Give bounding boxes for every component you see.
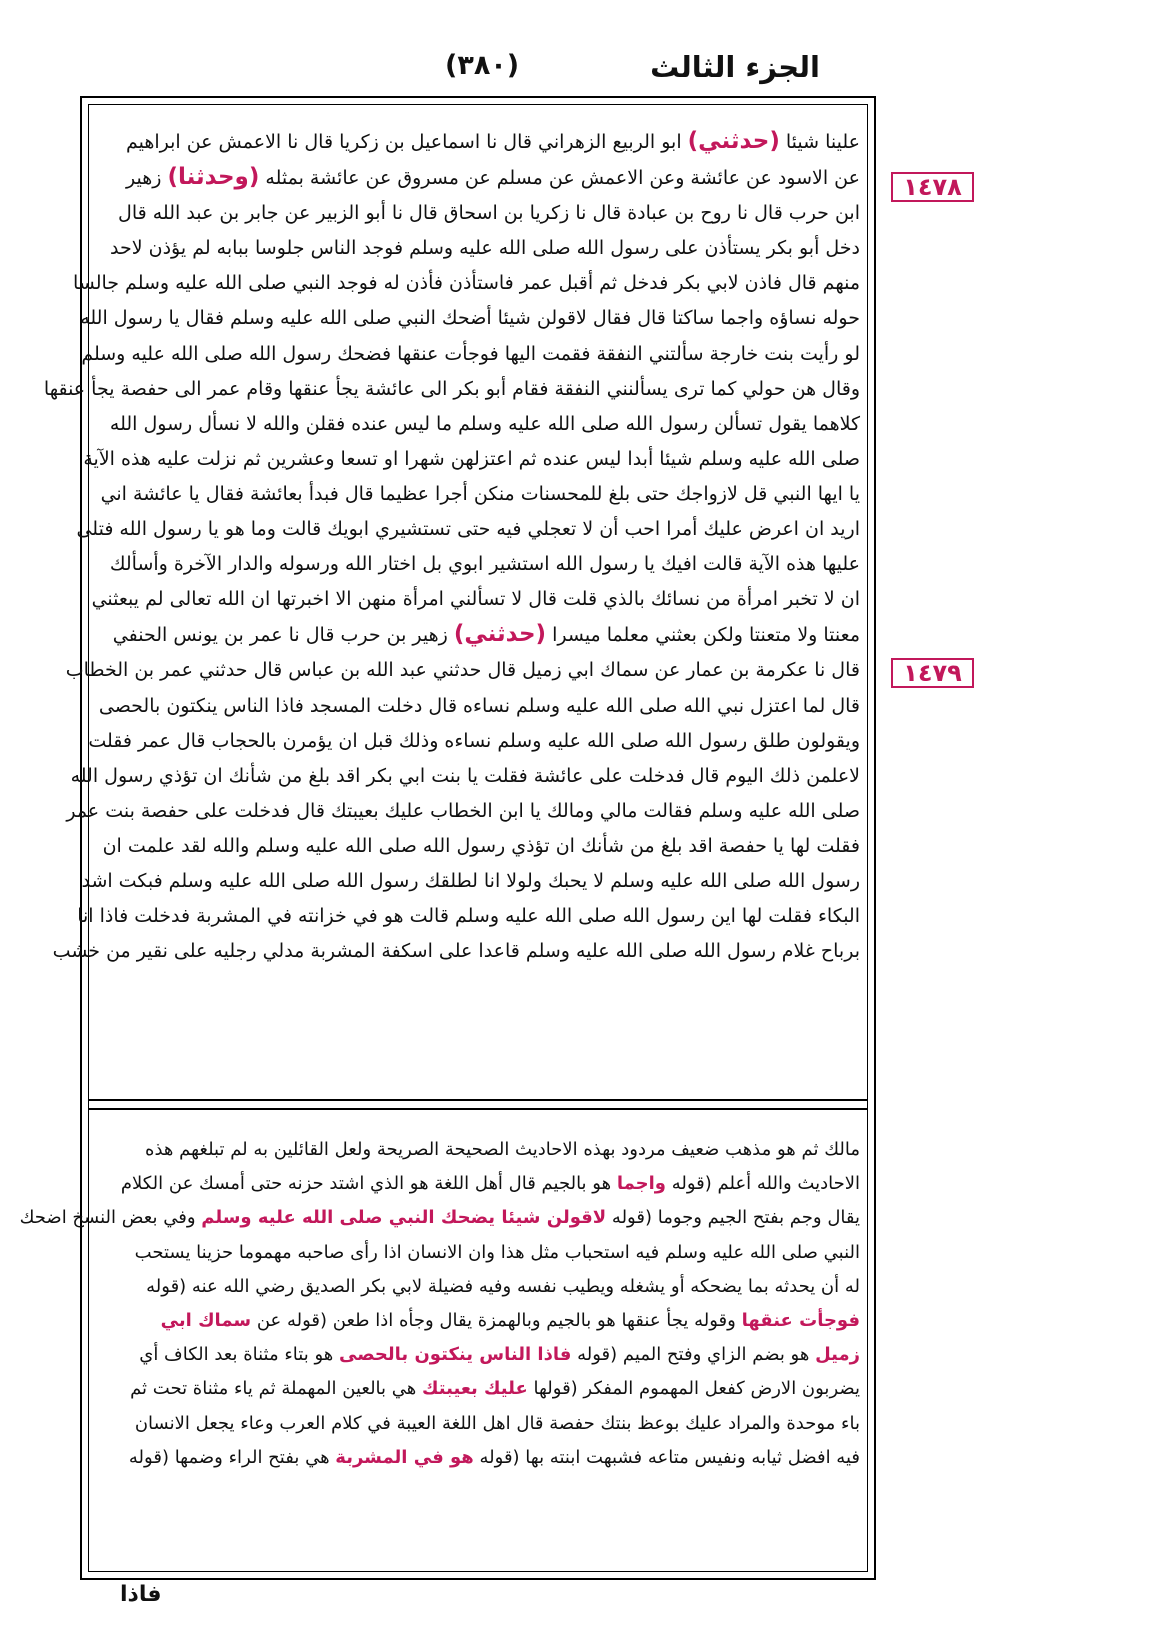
commentary-line: زميل هو بضم الزاي وفتح الميم (قوله فاذا الناس ينكتون بالحصى هو بتاء مثناة بعد الكاف أي	[139, 1344, 860, 1366]
text-line: دخل أبو بكر يستأذن على رسول الله صلى الله عليه وسلم فوجد الناس جلوسا ببابه لم يؤذن لاحد	[110, 237, 860, 260]
text-line: علينا شيئا (حدثني) ابو الربيع الزهراني قال نا اسماعيل بن زكريا قال نا الاعمش عن ابراهيم	[125, 128, 860, 154]
commentary-line: الاحاديث والله أعلم (قوله واجما هو بالجيم قال أهل اللغة هو الذي اشتد حزنه حتى أمسك عن الكلام	[120, 1173, 860, 1195]
text-line: لو رأيت بنت خارجة سألتني النفقة فقمت اليها فوجأت عنقها فضحك رسول الله صلى الله عليه وسلم	[81, 342, 860, 365]
narration-marker: (وحدثنا)	[167, 164, 260, 191]
section-separator-top	[88, 1099, 868, 1101]
text-line: صلى الله عليه وسلم فقالت مالي ومالك يا ابن الخطاب عليك بعيبتك قال فدخلت على حفصة بنت عمر	[66, 799, 860, 822]
catchword: فاذا	[120, 1582, 162, 1607]
text-line: لاعلمن ذلك اليوم قال فدخلت على عائشة فقلت يا بنت ابي بكر اقد بلغ من شأنك ان تؤذي رسول الله	[70, 764, 860, 787]
narration-marker: (حدثني)	[453, 621, 547, 648]
hadith-number-1479: ١٤٧٩	[891, 658, 974, 688]
commentary-line: فيه افضل ثيابه ونفيس متاعه فشبهت ابنته بها (قوله هو في المشربة هي بفتح الراء وضمها (قوله	[128, 1446, 860, 1468]
commentary-section	[19, 1133, 860, 1559]
commentary-line: له أن يحدثه بما يضحكه أو يشغله ويطيب نفسه وفيه فضيلة لابي بكر الصديق رضي الله عنه (قوله	[146, 1275, 860, 1297]
text-line: وقال هن حولي كما ترى يسألنني النفقة فقام أبو بكر الى عائشة يجأ عنقها وقام عمر الى حفصة يجأ عنقها	[43, 377, 860, 400]
text-line: برباح غلام رسول الله صلى الله عليه وسلم قاعدا على اسكفة المشربة مدلي رجليه على نقير من خشب	[52, 940, 860, 963]
narration-marker: (حدثني)	[687, 128, 780, 154]
text-line: عن الاسود عن عائشة وعن الاعمش عن مسلم عن مسروق عن عائشة بمثله (وحدثنا) زهير	[126, 164, 860, 191]
hadith-number-1478: ١٤٧٨	[891, 172, 974, 202]
text-line: منهم قال فاذن لابي بكر فدخل ثم أقبل عمر فاستأذن فأذن له فوجد النبي صلى الله عليه وسلم جالسا	[72, 272, 860, 295]
text-line: حوله نساؤه واجما ساكتا قال فقال لاقولن شيئا أضحك النبي صلى الله عليه وسلم فقال يا رسول الله	[80, 307, 860, 330]
text-line: ان لا تخبر امرأة من نسائك بالذي قلت قال لا تسألني امرأة منهن الا اخبرتها ان الله تعالى لم يبعثني	[91, 588, 860, 611]
hadith-text-section	[43, 124, 860, 1092]
text-line: البكاء فقلت لها اين رسول الله صلى الله عليه وسلم قالت هو في خزانته في المشربة فدخلت فاذا انا	[77, 905, 860, 928]
volume-title: الجزء الثالث	[650, 50, 820, 84]
commentary-line: يضربون الارض كفعل المهموم المفكر (قولها عليك بعيبتك هي بالعين المهملة ثم ياء مثناة تحت ثم	[130, 1378, 860, 1400]
page-number: (٣٨٠)	[445, 50, 520, 81]
text-line: ويقولون طلق رسول الله صلى الله عليه وسلم نساءه وذلك قبل ان يؤمرن بالحجاب قال عمر فقلت	[88, 729, 860, 752]
text-line: فقلت لها يا حفصة اقد بلغ من شأنك ان تؤذي رسول الله صلى الله عليه وسلم والله لقد علمت ان	[102, 834, 860, 857]
commentary-line: يقال وجم بفتح الجيم وجوما (قوله لاقولن شيئا يضحك النبي صلى الله عليه وسلم وفي بعض النسخ اضحك	[19, 1207, 860, 1229]
section-separator-bottom	[88, 1108, 868, 1110]
text-line: رسول الله صلى الله عليه وسلم لا يحبك ولولا انا لطلقك رسول الله صلى الله عليه وسلم فبكت اشد	[81, 869, 860, 892]
text-line: ابن حرب قال نا روح بن عبادة قال نا زكريا بن اسحاق قال نا أبو الزبير عن جابر بن عبد الله قال	[118, 202, 860, 225]
text-line: قال نا عكرمة بن عمار عن سماك ابي زميل قال حدثني عبد الله بن عباس قال حدثني عمر بن الخطاب	[65, 659, 860, 682]
text-line: كلاهما يقول تسألن رسول الله صلى الله عليه وسلم ما ليس عنده فقلن والله لا نسأل رسول الله	[109, 412, 860, 435]
text-line: قال لما اعتزل نبي الله صلى الله عليه وسلم نساءه قال دخلت المسجد فاذا الناس ينكتون بالحصى	[98, 694, 860, 717]
commentary-line: فوجأت عنقها وقوله يجأ عنقها هو بالجيم وبالهمزة يقال وجأه اذا طعن (قوله عن سماك ابي	[160, 1310, 860, 1332]
commentary-line: باء موحدة والمراد عليك بوعظ بنتك حفصة قال اهل اللغة العيبة في كلام العرب وعاء يجعل الانسان	[134, 1412, 860, 1434]
text-line: اريد ان اعرض عليك أمرا احب أن لا تعجلي فيه حتى تستشيري ابويك قالت وما هو يا رسول الله فتلى	[76, 518, 860, 541]
text-line: معنتا ولا متعنتا ولكن بعثني معلما ميسرا (حدثني) زهير بن حرب قال نا عمر بن يونس الحنفي	[112, 621, 860, 648]
text-line: يا ايها النبي قل لازواجك حتى بلغ للمحسنات منكن أجرا عظيما قال فبدأ بعائشة فقال يا عائشة اني	[100, 482, 860, 505]
text-line: عليها هذه الآية قالت افيك يا رسول الله استشير ابوي بل اختار الله ورسوله والدار الآخرة وأسألك	[109, 553, 860, 576]
text-line: صلى الله عليه وسلم شيئا أبدا ليس عنده ثم اعتزلهن شهرا او تسعا وعشرين ثم نزلت عليه هذه الآية	[83, 447, 860, 470]
commentary-line: النبي صلى الله عليه وسلم فيه استحباب مثل هذا وان الانسان اذا رأى صاحبه مهموما حزينا يستحب	[134, 1241, 860, 1263]
commentary-line: مالك ثم هو مذهب ضعيف مردود بهذه الاحاديث الصحيحة الصريحة ولعل القائلين به لم تبلغهم هذه	[145, 1139, 860, 1160]
